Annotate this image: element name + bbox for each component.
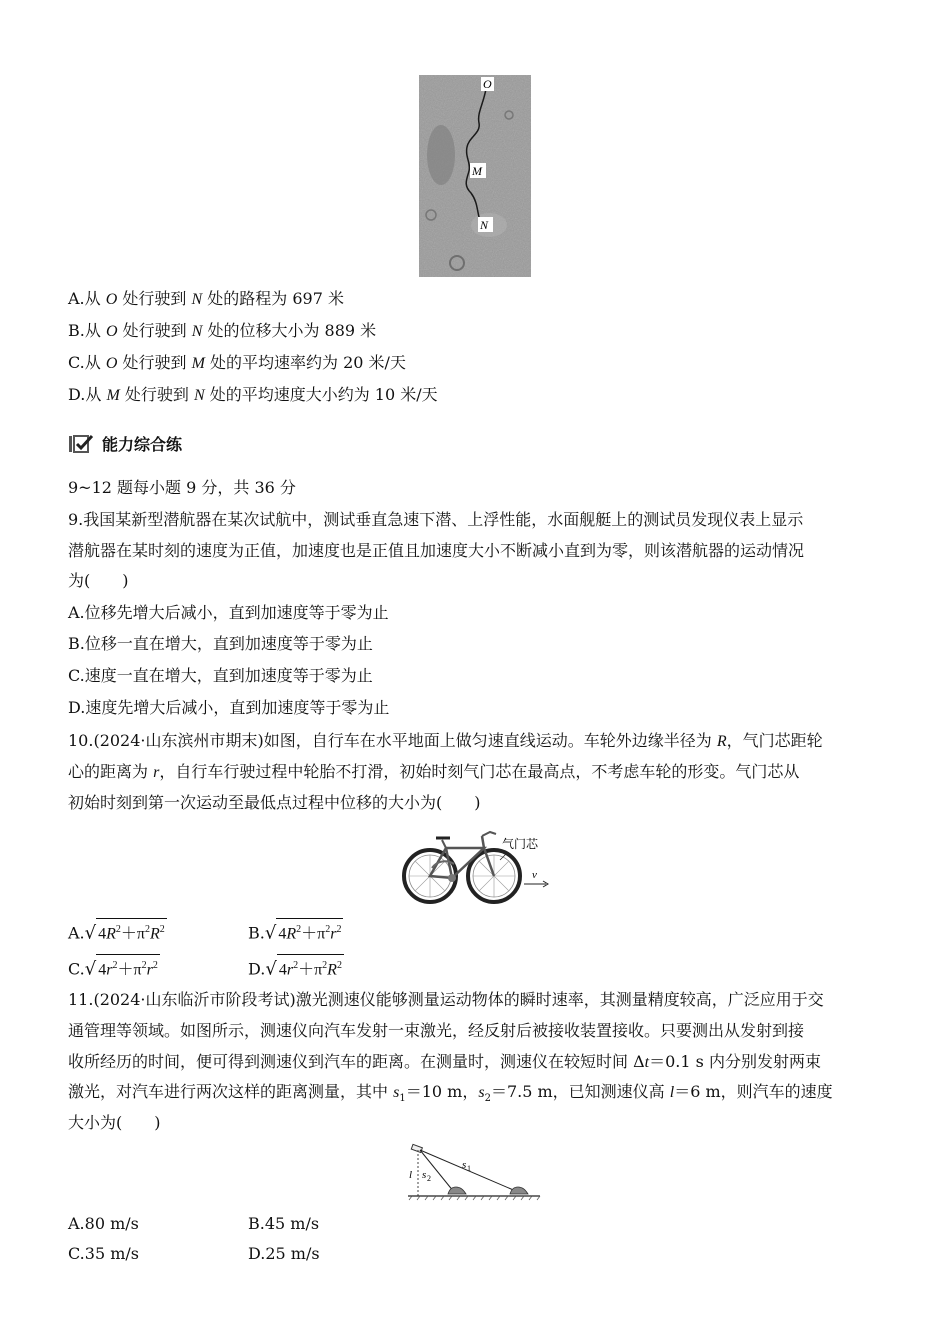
q11-stem-line5: 大小为( ) <box>68 1113 161 1132</box>
q9-option-b: B.位移一直在增大，直到加速度等于零为止 <box>68 634 373 653</box>
q10-stem-line2: 心的距离为 r，自行车行驶过程中轮胎不打滑，初始时刻气门芯在最高点，不考虑车轮的形变。气门芯从 <box>68 762 800 781</box>
section-scoring: 9~12 题每小题 9 分，共 36 分 <box>68 478 296 497</box>
label-o: O <box>483 77 492 91</box>
bicycle-figure <box>398 826 558 904</box>
checklist-icon <box>68 434 94 454</box>
section-title: 能力综合练 <box>102 435 183 454</box>
label-m: M <box>472 164 482 178</box>
q10-stem-line1: 10.(2024·山东滨州市期末)如图，自行车在水平地面上做匀速直线运动。车轮外边缘半径为 R，气门芯距轮 <box>68 731 823 750</box>
radical-sign: √ <box>84 958 97 980</box>
laser-svg <box>404 1140 544 1202</box>
fig-s2-label: s <box>422 1169 427 1181</box>
q8-option-d: D.从 M 处行驶到 N 处的平均速度大小约为 10 米/天 <box>68 385 438 404</box>
q9-stem-line1: 9.我国某新型潜航器在某次试航中，测试垂直急速下潜、上浮性能，水面舰艇上的测试员发现仪表上显示 <box>68 510 804 529</box>
q10-a-expression: $4R^2+\pi^2R^2$ <box>96 918 167 945</box>
fig-s1-sub: 1 <box>467 1164 471 1173</box>
q9-option-a: A.位移先增大后减小，直到加速度等于零为止 <box>68 603 389 622</box>
q8-option-c: C.从 O 处行驶到 M 处的平均速率约为 20 米/天 <box>68 353 406 372</box>
q10-option-d: D.√ $4r^2+\pi^2R^2$ <box>248 954 344 981</box>
q9-option-c: C.速度一直在增大，直到加速度等于零为止 <box>68 666 373 685</box>
q8-option-b: B.从 O 处行驶到 N 处的位移大小为 889 米 <box>68 321 377 340</box>
q10-option-a: A.√ $4R^2+\pi^2R^2$ <box>68 918 167 945</box>
q11-stem-line1: 11.(2024·山东临沂市阶段考试)激光测速仪能够测量运动物体的瞬时速率，其测量精度较高，广泛应用于交 <box>68 990 824 1009</box>
q10-c-expression: $4r^2+\pi^2r^2$ <box>96 954 160 981</box>
q11-option-a: A.80 m/s <box>68 1214 139 1233</box>
q10-stem-line3: 初始时刻到第一次运动至最低点过程中位移的大小为( ) <box>68 793 481 812</box>
valve-label: 气门芯 <box>502 837 539 851</box>
q11-stem-line3: 收所经历的时间，便可得到测速仪到汽车的距离。在测量时，测速仪在较短时间 Δt＝0.1 s 内分别发射两束 <box>68 1052 821 1071</box>
q11-stem-line4: 激光，对汽车进行两次这样的距离测量，其中 $s_1=10$ m，$s_2=7.5$ m，已知测速仪高 l＝6 m，则汽车的速度 <box>68 1082 833 1105</box>
fig-l-label: l <box>409 1169 413 1181</box>
laser-speed-figure <box>404 1140 544 1202</box>
q11-option-d: D.25 m/s <box>248 1244 320 1263</box>
q10-b-expression: $4R^2+\pi^2r^2$ <box>276 918 343 945</box>
q9-stem-line3: 为( ) <box>68 571 129 590</box>
q10-option-b: B.√ $4R^2+\pi^2r^2$ <box>248 918 343 945</box>
route-map-svg <box>419 75 531 277</box>
section-heading <box>68 432 182 455</box>
q11-option-b: B.45 m/s <box>248 1214 320 1233</box>
fig-s2-sub: 2 <box>427 1174 431 1183</box>
q11-stem-line2: 通管理等领域。如图所示，测速仪向汽车发射一束激光，经反射后被接收装置接收。只要测出从发射到接 <box>68 1021 805 1040</box>
q9-option-d: D.速度先增大后减小，直到加速度等于零为止 <box>68 698 390 717</box>
q11-option-c: C.35 m/s <box>68 1244 139 1263</box>
radical-sign: √ <box>264 922 277 944</box>
fig-s1-label: s <box>462 1159 467 1171</box>
label-n: N <box>480 218 489 232</box>
q9-stem-line2: 潜航器在某时刻的速度为正值，加速度也是正值且加速度大小不断减小直到为零，则该潜航器的运动情况 <box>68 541 805 560</box>
radical-sign: √ <box>265 958 277 980</box>
radical-sign: √ <box>84 922 97 944</box>
q10-option-c: C.√ $4r^2+\pi^2r^2$ <box>68 954 160 981</box>
mars-rover-route-map <box>419 75 531 277</box>
velocity-label: v <box>532 869 537 881</box>
q8-option-a: A.从 O 处行驶到 N 处的路程为 697 米 <box>68 289 344 308</box>
bicycle-svg <box>398 826 558 904</box>
q10-d-expression: $4r^2+\pi^2R^2$ <box>277 954 344 981</box>
